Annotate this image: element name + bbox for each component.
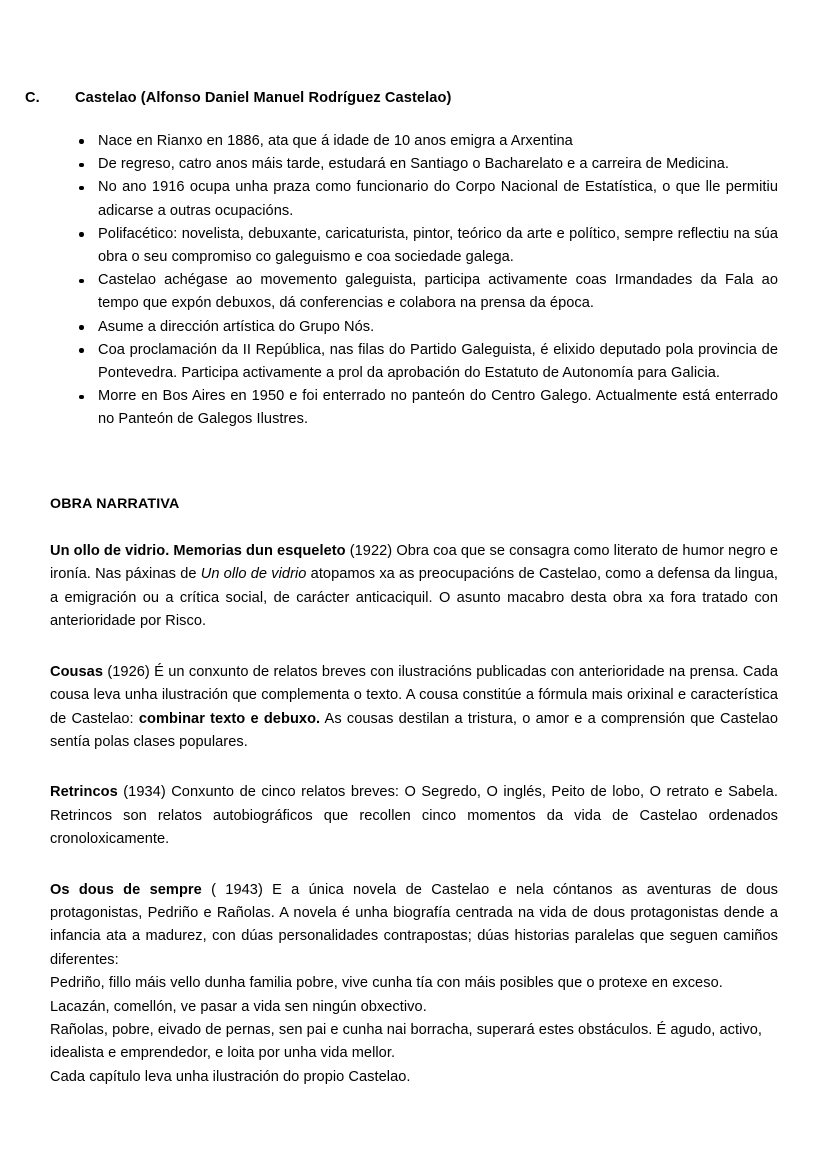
list-item-text: Castelao achégase ao movemento galeguista, participa activamente coas Irmandades da Fala ao tempo que expón debuxos, dá conferencias e colabora na prensa da época. [98,272,778,312]
bullet-icon [79,139,84,144]
work-text-part1: (1926) É un conxunto de relatos breves con ilustracións publicadas con anterioridade na prensa. Cada cousa leva unha ilustración que complementa o texto. A cousa constitúe a fórmula mais orixinal e característica de Castelao: [50,663,778,727]
castelao-biography-list [50,108,778,432]
works-list [50,513,778,1089]
bullet-icon [79,186,84,191]
list-item [50,385,778,431]
work-cousas [50,634,778,755]
work-title-italic-mention: Un ollo de vidrio [200,566,307,583]
bullet-icon [79,163,84,168]
list-item [50,153,778,176]
bullet-icon [79,232,84,237]
bullet-icon [79,348,84,353]
bullet-icon [79,395,84,400]
os-dous-ranolas-line: Rañolas, pobre, eivado de pernas, sen pai e cunha nai borracha, superará estes obstáculos. É agudo, activo, idealista e emprendedor, e loita por unha vida mellor. [50,1021,762,1062]
work-text: ( 1943) E a única novela de Castelao e nela cóntanos as aventuras de dous protagonistas, Pedriño e Rañolas. A novela é unha biografía centrada na vida de dous protagonistas dende a infancia ata a madurez, con dúas personalidades contrapostas; dúas historias paralelas que seguen camiños diferentes: [50,881,778,968]
list-item [50,223,778,269]
work-os-dous-de-sempre [50,852,778,973]
list-item [50,176,778,222]
list-item [50,316,778,339]
bullet-icon [79,325,84,330]
list-item-text: Coa proclamación da II República, nas filas do Partido Galeguista, é elixido deputado pola provincia de Pontevedra. Participa activamente a prol da aprobación do Estatuto de Autonomía para Galicia. [98,341,778,381]
list-item-text: No ano 1916 ocupa unha praza como funcionario do Corpo Nacional de Estatística, o que lle permitiu adicarse a outras ocupacións. [98,179,778,219]
list-item [50,269,778,315]
document-body [25,0,779,1089]
section-heading-castelao [25,0,778,108]
work-text-part1: (1922) Obra coa que se consagra como literato de humor negro e ironía. Nas páxinas de [50,543,778,583]
list-item [50,339,778,385]
section-heading-marker: C. [25,90,40,106]
list-item-text: Nace en Rianxo en 1886, ata que á idade de 10 anos emigra a Arxentina [98,132,573,149]
work-title: Retrincos [50,784,118,801]
os-dous-pedrino-line: Pedriño, fillo máis vello dunha familia pobre, vive cunha tía con máis posibles que o protexe en exceso. Lacazán, comellón, ve pasar a vida sen ningún obxectivo. [50,975,723,1015]
bullet-icon [79,279,84,284]
list-item-text: Morre en Bos Aires en 1950 e foi enterrado no panteón do Centro Galego. Actualmente está enterrado no Panteón de Galegos Ilustres. [98,388,778,428]
work-text: (1934) Conxunto de cinco relatos breves: O Segredo, O inglés, Peito de lobo, O retrato e Sabela. Retrincos son relatos autobiográficos que recollen cinco momentos da vida de Castelao ordenados cronoloxicamente. [50,784,778,848]
work-un-ollo-de-vidrio [50,513,778,634]
work-title: Os dous de sempre [50,881,202,898]
work-retrincos [50,754,778,851]
section-heading-obra-narrativa: OBRA NARRATIVA [50,495,180,512]
work-title: Un ollo de vidrio. Memorias dun esqueleto [50,543,346,560]
os-dous-cada-capitulo-line: Cada capítulo leva unha ilustración do propio Castelao. [50,1068,411,1085]
list-item [50,130,778,153]
section-heading-text: Castelao (Alfonso Daniel Manuel Rodríguez Castelao) [75,90,452,106]
work-text-part2: atopamos xa as preocupacións de Castelao, como a defensa da lingua, a emigración ou a crítica social, de carácter anticaciquil. O asunto macabro desta obra xa fora tratado con anterioridade por Risco. [50,566,779,630]
work-title: Cousas [50,663,104,680]
work-text-part2: As cousas destilan a tristura, o amor e a comprensión que Castelao sentía polas clases populares. [50,710,778,750]
list-item-text: De regreso, catro anos máis tarde, estudará en Santiago o Bacharelato e a carreira de Medicina. [98,156,730,173]
list-item-text: Polifacético: novelista, debuxante, caricaturista, pintor, teórico da arte e político, sempre reflectiu na súa obra o seu compromiso co galeguismo e coa sociedade galega. [98,225,778,265]
list-item-text: Asume a dirección artística do Grupo Nós. [98,318,375,335]
work-emphasis-phrase: combinar texto e debuxo. [138,710,321,727]
